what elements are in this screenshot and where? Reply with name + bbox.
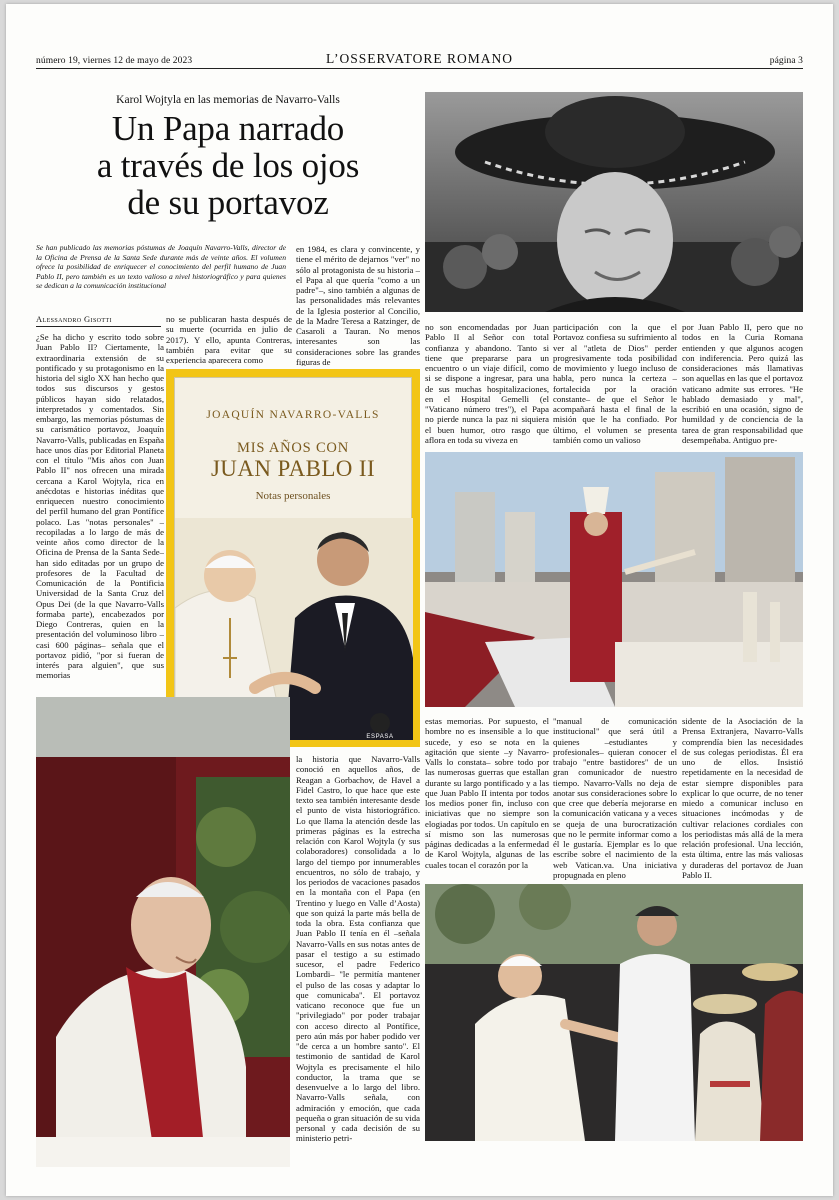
column-4-top: no son encomendadas por Juan Pablo II al Señor con total confianza y abandono. Tanto si tiene que prepararse para un encuentro o un viaje difícil, como si se dispone a ingresar, para una de sus muchas hospitalizaciones, en el Hospital Gemelli (el "Vaticano número tres"), el Papa no pierde nunca la paz ni siquiera el buen humor, otro rasgo que aflora en toda su viveza en — [425, 322, 549, 445]
article-kicker: Karol Wojtyla en las memorias de Navarro-Valls — [116, 94, 340, 106]
article-byline: Alessandro Gisotti — [36, 314, 112, 324]
column-4-bottom: estas memorias. Por supuesto, el hombre no es insensible a lo que sucede, y eso se nota en la agitación que siente –y Navarro-Valls lo constata– sobre todo por las numerosas guerras que estallan durante su largo pontificado y a las que Juan Pablo II intenta por todos los medios poner fin, incluso con iniciativas que no siempre son elogiadas por todos. Un capítulo en sí mismo son las numerosas páginas dedicadas a la enfermedad de Karol Wojtyla, algunas de las cuales tocan el corazón por la — [425, 716, 549, 870]
photo-outdoor-mass — [425, 452, 803, 707]
page-number: página 3 — [769, 56, 803, 66]
column-3-top: en 1984, es clara y convincente, y tiene el mérito de dejarnos "ver" no sólo al protagonista de su historia –el Papa al que quería "como a un padre"–, sino también a algunas de las personalidades más relevantes de la Iglesia posterior al Concilio, de la Madre Teresa a Ratzinger, de Casaroli a Tauran. No menos interesantes son las consideraciones sobre las grandes figuras de — [296, 244, 420, 366]
article-lede: Se han publicado las memorias póstumas de Joaquín Navarro-Valls, director de la Oficina de Prensa de la Santa Sede durante más de veinte años. El volumen ofrece la posibilidad de enriquecer el conocimiento del perfil humano de Juan Pablo II, pero también es un texto valioso a nivel historiográfico y para quienes se dedican a la comunicación institucional — [36, 243, 286, 291]
column-1: ¿Se ha dicho y escrito todo sobre Juan Pablo II? Ciertamente, la extraordinaria extensión de su pontificado y su protagonismo en la historia del siglo XX han hecho que todos sus discursos y gestos públicos hayan sido relatados, interpretados y comentados. Sin embargo, las memorias póstumas de su carismático portavoz, Joaquín Navarro-Valls, publicadas en España hace unos días por Editorial Planeta con el título "Mis años con Juan Pablo II" nos ofrecen una mirada cercana a Karol Wojtyla, rica en anécdotas e historias inéditas que enriquecen nuestro conocimiento del perfil humano del gran Pontífice polaco. Las "notas personales" –recopiladas a lo largo de más de veinte años como director de la Oficina de Prensa de la Santa Sede– han sido editadas por un grupo de profesores de la Facultad de Comunicación de la Pontificia Universidad de la Santa Cruz del Opus Dei (de la que Navarro-Valls formaba parte), encabezados por Diego Contreras, quien en la presentación del voluminoso libro –casi 600 páginas– señala que el portavoz pidió, "por si fueran de interés para alguien", que sus memorias — [36, 332, 164, 681]
column-2-top: no se publicaran hasta después de su muerte (ocurrida en julio de 2017). Y ello, apunta Contreras, también para evitar que su experiencia aparecera como — [166, 314, 292, 364]
book-title-line-1: MIS AÑOS CON — [237, 440, 349, 456]
headline-line-1: Un Papa narrado — [111, 109, 345, 148]
book-author: JOAQUÍN NAVARRO-VALLS — [206, 409, 380, 421]
photo-pope-elderly — [36, 697, 290, 1167]
book-title-line-2: JUAN PABLO II — [210, 456, 376, 481]
issue-date: número 19, viernes 12 de mayo de 2023 — [36, 56, 193, 66]
headline-line-2: a través de los ojos — [96, 146, 360, 185]
book-cover-panel — [174, 377, 412, 739]
header-rule — [36, 68, 803, 69]
column-6-top: por Juan Pablo II, pero que no todos en la Curia Romana entienden y que algunos acogen con indiferencia. Pero quizá las consideraciones más llamativas son aquellas en las que el portavoz vaticano admite sus errores. "He hablado demasiado y mal", escribió en una ocasión, signo de humildad y de conciencia de la tarea de gran responsabilidad que desempeñaba. Antiguo pre- — [682, 322, 803, 445]
column-5-bottom: "manual de comunicación institucional" que será útil a quienes –estudiantes y profesionales– quieran conocer el trabajo "entre bastidores" de un gran comunicador de nuestro tiempo. Navarro-Valls no deja de anotar sus consideraciones sobre lo que cree que debería mejorarse en la comunicación vaticana y a veces se queja de una burocratización que no le permite informar como a él le gustaría. Ejemplar es lo que escribe sobre el nacimiento de la web Vatican.va. Una iniciativa propugnada en pleno — [553, 716, 677, 880]
newspaper-page — [6, 4, 833, 1196]
masthead: L’OSSERVATORE ROMANO — [325, 51, 514, 66]
byline-rule — [36, 326, 161, 327]
column-3-bottom: la historia que Navarro-Valls conoció en aquellos años, de Reagan a Gorbachov, de Havel a Fidel Castro, lo que hace que este texto sea también interesante desde el punto de vista historiográfico. Lo que llama la atención desde las primeras páginas es la estrecha relación con Karol Wojtyla (y sus colaboradores) consolidada a lo largo del tiempo por innumerables encuentros, no sólo de trabajo, y los periodos de vacaciones pasados en la montaña con el Papa (en Trentino y luego en Valle d’Aosta) que son quizá la parte más bella de toda la obra. Esta confianza que Juan Pablo II tenía en él –señala Navarro-Valls en sus notas antes de pasar el testigo a su estimado sucesor, el padre Federico Lombardi– "le permitía mantener el pulso de las cosas y adaptar lo que comunicaba". El portavoz vaticano reconoce que fue un "privilegiado" por poder trabajar con acceso directo al Pontífice, pero aún más por haber podido ver "de cerca a un hombre santo". El testimonio de santidad de Karol Wojtyla es precisamente el hilo conductor, la trama que se desenvuelve a lo largo del libro. Navarro-Valls señala, con admiración y emoción, que cada pequeña o gran situación de su vida personal y cada decisión de su ministerio petri- — [296, 754, 420, 1144]
photo-pope-greeting — [425, 884, 803, 1141]
book-cover — [166, 369, 420, 747]
column-5-top: participación con la que el Portavoz confiesa su sufrimiento al ver al "atleta de Dios" perder progresivamente toda posibilidad de movimiento y luego incluso de habla, pero nunca la certeza –fortalecida por la oración constante– de que el Señor le acompañará hasta el final de la misión que le ha confiado. Por último, el volumen se presenta también como un valioso — [553, 322, 677, 445]
column-6-bottom: sidente de la Asociación de la Prensa Extranjera, Navarro-Valls comprendía bien las necesidades de sus colegas periodistas. Él era uno de ellos. Insistió repetidamente en la necesidad de estar siempre disponibles para explicar lo que ocurre, de no tener miedo a comunicar incluso en situaciones incómodas y de cultivar relaciones cordiales con los periodistas más allá de la mera relación profesional. Una lección, esta última, entre las más valiosas y duraderas del portavoz de Juan Pablo II. — [682, 716, 803, 880]
book-subtitle: Notas personales — [255, 490, 331, 502]
article-headline — [36, 110, 420, 221]
book-publisher: ESPASA — [366, 734, 394, 740]
photo-pope-sombrero — [425, 92, 803, 312]
headline-line-3: de su portavoz — [127, 183, 329, 222]
